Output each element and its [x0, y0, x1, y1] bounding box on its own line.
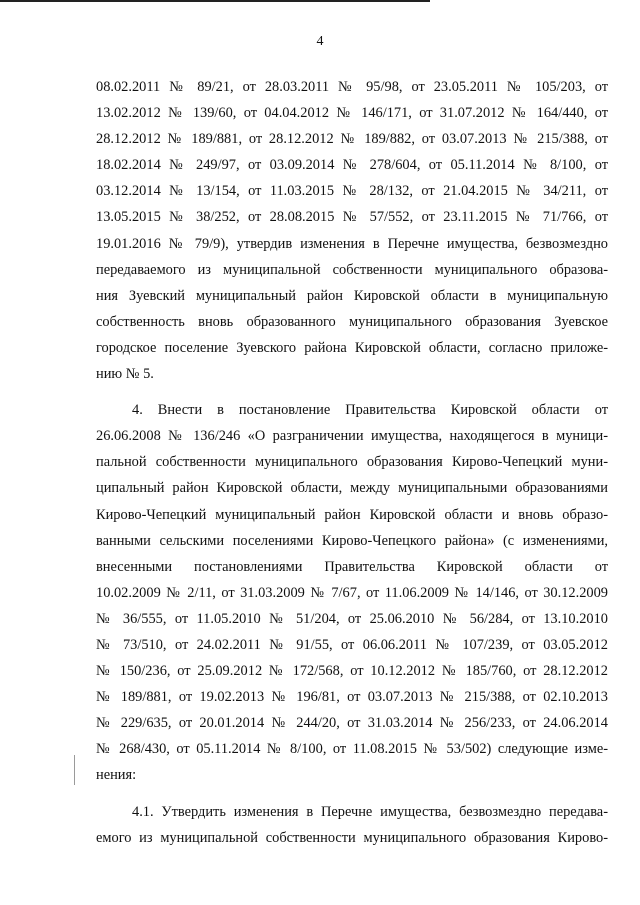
text-line: нию № 5. [96, 366, 154, 383]
paragraph-continuation [96, 74, 608, 387]
text-line: 13.05.2015 № 38/252, от 28.08.2015 № 57/552, от 23.11.2015 № 71/766, от [96, 209, 608, 226]
text-line: № 229/635, от 20.01.2014 № 244/20, от 31.03.2014 № 256/233, от 24.06.2014 [96, 715, 608, 732]
text-line: внесенными постановлениями Правительства Кировской области от [96, 558, 608, 575]
document-body [96, 74, 608, 851]
text-line: № 268/430, от 05.11.2014 № 8/100, от 11.08.2015 № 53/502) следующие изме- [96, 741, 608, 758]
text-line: собственность вновь образованного муниципального образования Зуевское [96, 313, 608, 330]
text-line: нения: [96, 767, 137, 784]
text-line: 08.02.2011 № 89/21, от 28.03.2011 № 95/98, от 23.05.2011 № 105/203, от [96, 79, 608, 95]
text-line: ния Зуевский муниципальный район Кировской области в муниципальную [96, 287, 608, 304]
text-line: № 150/236, от 25.09.2012 № 172/568, от 10.12.2012 № 185/760, от 28.12.2012 [96, 663, 608, 680]
paragraph-item-4-1 [96, 799, 608, 851]
text-line: 10.02.2009 № 2/11, от 31.03.2009 № 7/67, от 11.06.2009 № 14/146, от 30.12.2009 [96, 584, 608, 601]
text-line: № 36/555, от 11.05.2010 № 51/204, от 25.06.2010 № 56/284, от 13.10.2010 [96, 610, 608, 627]
text-line: 03.12.2014 № 13/154, от 11.03.2015 № 28/132, от 21.04.2015 № 34/211, от [96, 183, 608, 200]
text-line: 18.02.2014 № 249/97, от 03.09.2014 № 278/604, от 05.11.2014 № 8/100, от [96, 157, 608, 174]
text-line: емого из муниципальной собственности муниципального образования Кирово- [96, 829, 608, 846]
text-line: 4. Внести в постановление Правительства Кировской области от [132, 402, 608, 419]
text-line: 26.06.2008 № 136/246 «О разграничении имущества, находящегося в муници- [96, 428, 608, 445]
text-line: Кирово-Чепецкий муниципальный район Кировской области и вновь образо- [96, 506, 608, 523]
text-line: ципальный район Кировской области, между муниципальными образованиями [96, 480, 608, 497]
paragraph-gap [96, 789, 608, 799]
text-line: пальной собственности муниципального образования Кирово-Чепецкий муни- [96, 454, 608, 471]
page-number: 4 [316, 34, 324, 49]
top-border-rule [0, 0, 430, 2]
paragraph-item-4 [96, 397, 608, 788]
text-line: 19.01.2016 № 79/9), утвердив изменения в Перечне имущества, безвозмездно [96, 235, 608, 252]
text-line: передаваемого из муниципальной собственности муниципального образова- [96, 261, 608, 278]
text-line: городское поселение Зуевского района Кировской области, согласно приложе- [96, 339, 608, 356]
margin-scan-mark [74, 755, 75, 785]
paragraph-gap [96, 387, 608, 397]
text-line: 13.02.2012 № 139/60, от 04.04.2012 № 146/171, от 31.07.2012 № 164/440, от [96, 105, 608, 122]
text-line: № 189/881, от 19.02.2013 № 196/81, от 03.07.2013 № 215/388, от 02.10.2013 [96, 689, 608, 706]
text-line: 4.1. Утвердить изменения в Перечне имущества, безвозмездно передава- [132, 803, 608, 820]
text-line: 28.12.2012 № 189/881, от 28.12.2012 № 189/882, от 03.07.2013 № 215/388, от [96, 131, 608, 148]
text-line: ванными сельскими поселениями Кирово-Чепецкого района» (с изменениями, [96, 532, 608, 549]
text-line: № 73/510, от 24.02.2011 № 91/55, от 06.06.2011 № 107/239, от 03.05.2012 [96, 636, 608, 653]
